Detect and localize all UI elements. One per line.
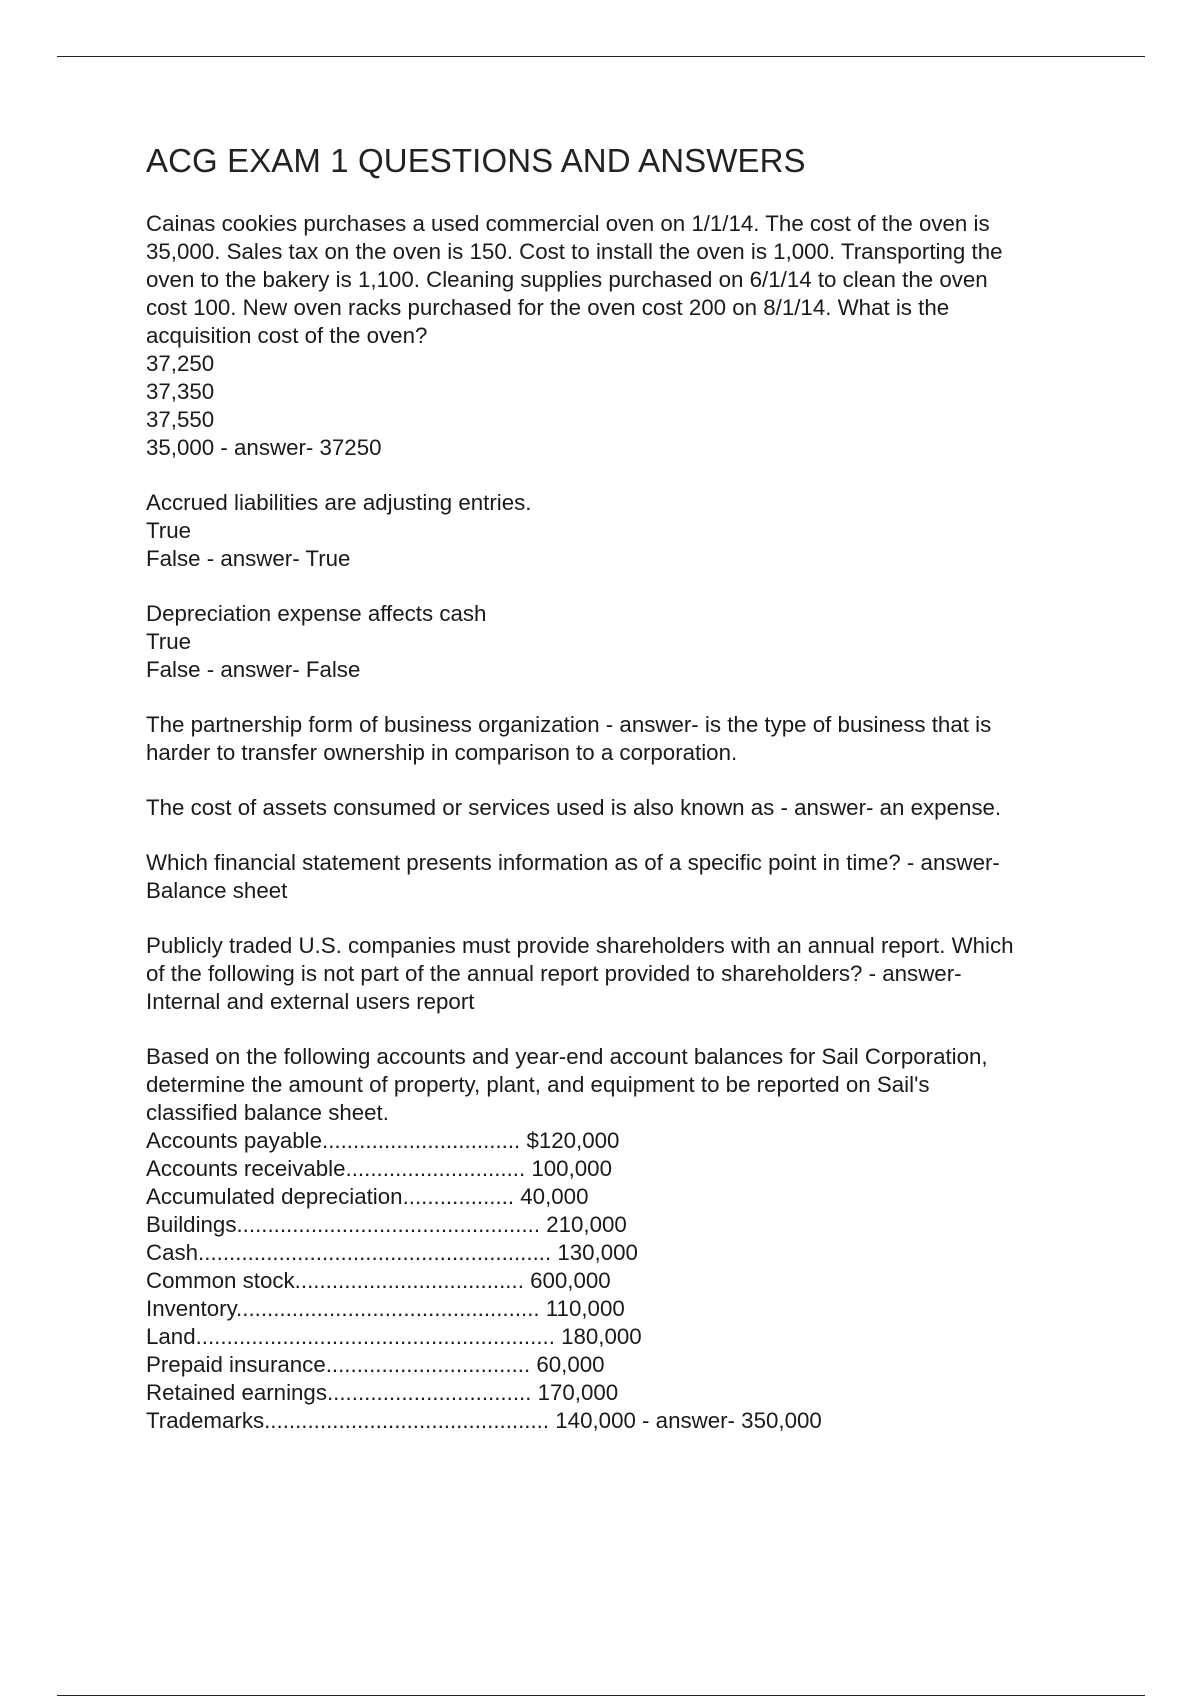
question-text: Cainas cookies purchases a used commercial oven on 1/1/14. The cost of the oven is xyxy=(146,211,990,236)
question-text: Which financial statement presents information as of a specific point in time? - answer- xyxy=(146,850,1000,875)
question-text: Publicly traded U.S. companies must provide shareholders with an annual report. Which xyxy=(146,933,1014,958)
question-text: Balance sheet xyxy=(146,878,288,903)
account-balance-line: Accumulated depreciation.................. 40,000 xyxy=(146,1184,589,1209)
question-text: classified balance sheet. xyxy=(146,1100,389,1125)
account-balance-line: Accounts receivable............................. 100,000 xyxy=(146,1156,612,1181)
question-text: 35,000. Sales tax on the oven is 150. Cost to install the oven is 1,000. Transporting the xyxy=(146,239,1003,264)
question-text: Based on the following accounts and year-end account balances for Sail Corporation, xyxy=(146,1044,988,1069)
question-block xyxy=(146,711,1106,767)
question-block xyxy=(146,849,1106,905)
question-text: cost 100. New oven racks purchased for the oven cost 200 on 8/1/14. What is the xyxy=(146,295,950,320)
answer-option: False - answer- True xyxy=(146,546,351,571)
question-text: harder to transfer ownership in comparison to a corporation. xyxy=(146,740,738,765)
question-block xyxy=(146,210,1106,462)
question-text: oven to the bakery is 1,100. Cleaning supplies purchased on 6/1/14 to clean the oven xyxy=(146,267,988,292)
account-balance-line: Prepaid insurance................................. 60,000 xyxy=(146,1352,605,1377)
account-balance-line: Trademarks.............................................. 140,000 - answer- 350,000 xyxy=(146,1408,822,1433)
question-text: Depreciation expense affects cash xyxy=(146,601,487,626)
answer-option: 35,000 - answer- 37250 xyxy=(146,435,382,460)
document-body xyxy=(146,142,1106,1462)
bottom-rule xyxy=(57,1695,1145,1696)
answer-option: 37,550 xyxy=(146,407,215,432)
question-text: acquisition cost of the oven? xyxy=(146,323,428,348)
answer-option: True xyxy=(146,518,192,543)
question-block xyxy=(146,489,1106,573)
account-balance-line: Accounts payable................................ $120,000 xyxy=(146,1128,620,1153)
answer-option: 37,250 xyxy=(146,351,215,376)
account-balance-line: Land.......................................................... 180,000 xyxy=(146,1324,642,1349)
question-text: Internal and external users report xyxy=(146,989,475,1014)
account-balance-line: Retained earnings................................. 170,000 xyxy=(146,1380,619,1405)
question-block xyxy=(146,794,1106,822)
question-block xyxy=(146,600,1106,684)
answer-option: 37,350 xyxy=(146,379,215,404)
question-block xyxy=(146,1043,1106,1435)
answer-option: False - answer- False xyxy=(146,657,361,682)
account-balance-line: Buildings................................................. 210,000 xyxy=(146,1212,627,1237)
account-balance-line: Common stock..................................... 600,000 xyxy=(146,1268,611,1293)
question-text: The partnership form of business organization - answer- is the type of business that is xyxy=(146,712,992,737)
question-text: Accrued liabilities are adjusting entries. xyxy=(146,490,532,515)
top-rule xyxy=(57,56,1145,57)
question-text: The cost of assets consumed or services used is also known as - answer- an expense. xyxy=(146,795,1002,820)
question-text: of the following is not part of the annual report provided to shareholders? - answer- xyxy=(146,961,962,986)
account-balance-line: Cash......................................................... 130,000 xyxy=(146,1240,638,1265)
answer-option: True xyxy=(146,629,192,654)
question-text: determine the amount of property, plant, and equipment to be reported on Sail's xyxy=(146,1072,930,1097)
account-balance-line: Inventory................................................. 110,000 xyxy=(146,1296,625,1321)
page-title: ACG EXAM 1 QUESTIONS AND ANSWERS xyxy=(146,142,806,179)
question-block xyxy=(146,932,1106,1016)
